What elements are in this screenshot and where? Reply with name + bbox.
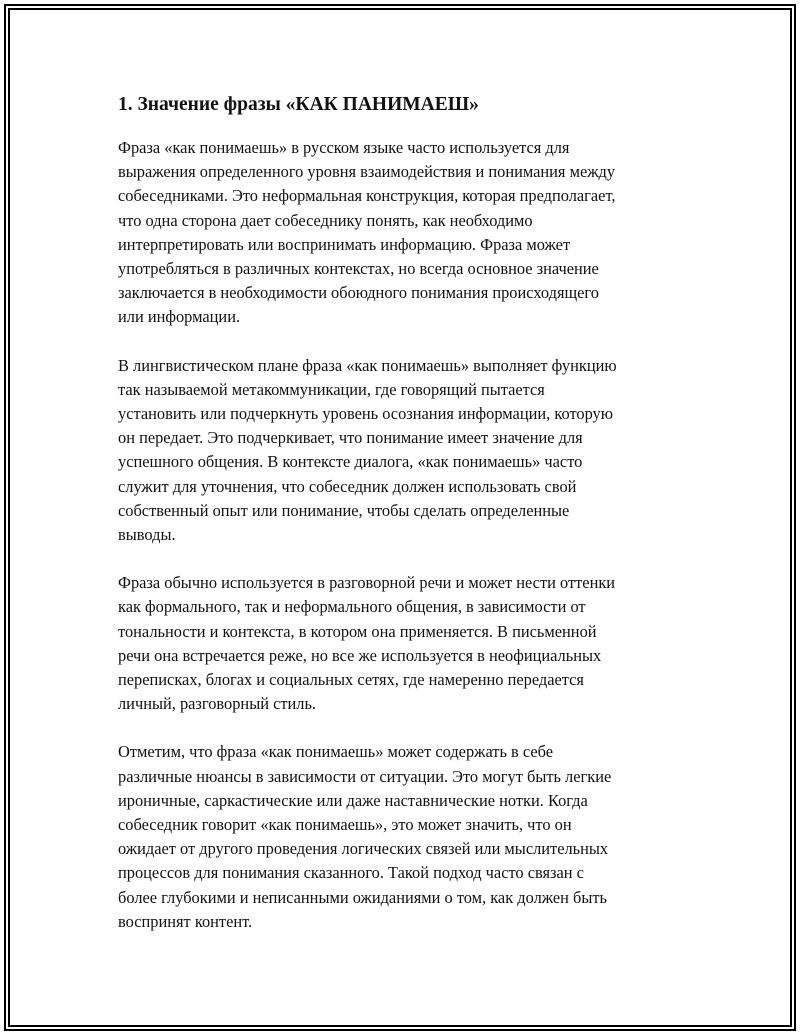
paragraph-4 <box>118 740 708 934</box>
text-line: интерпретировать или воспринимать информацию. Фраза может <box>118 234 571 254</box>
text-line: ироничные, саркастические или даже наставнические нотки. Когда <box>118 790 588 810</box>
text-line: различные нюансы в зависимости от ситуации. Это могут быть легкие <box>118 766 612 786</box>
text-line: В лингвистическом плане фраза «как понимаешь» выполняет функцию <box>118 355 617 375</box>
text-line: успешного общения. В контексте диалога, «как понимаешь» часто <box>118 452 583 472</box>
text-line: как формального, так и неформального общения, в зависимости от <box>118 597 586 617</box>
text-line: или информации. <box>118 307 241 327</box>
section-heading: 1. Значение фразы «КАК ПАНИМАЕШ» <box>118 94 479 115</box>
text-line: выражения определенного уровня взаимодействия и понимания между <box>118 162 616 182</box>
text-line: воспринят контент. <box>118 911 253 931</box>
text-line: заключается в необходимости обоюдного понимания происходящего <box>118 283 599 303</box>
text-line: собеседник говорит «как понимаешь», это может значить, что он <box>118 815 572 835</box>
text-line: процессов для понимания сказанного. Такой подход часто связан с <box>118 863 584 883</box>
text-line: личный, разговорный стиль. <box>118 694 317 714</box>
text-line: служит для уточнения, что собеседник должен использовать свой <box>118 476 577 496</box>
paragraph-3 <box>118 571 708 716</box>
text-line: более глубокими и неписанными ожиданиями о том, как должен быть <box>118 887 608 907</box>
text-line: употребляться в различных контекстах, но всегда основное значение <box>118 259 599 279</box>
text-line: установить или подчеркнуть уровень осознания информации, которую <box>118 404 613 424</box>
paragraph-2 <box>118 354 708 548</box>
text-line: Фраза обычно используется в разговорной речи и может нести оттенки <box>118 573 616 593</box>
text-line: переписках, блогах и социальных сетях, где намеренно передается <box>118 670 584 690</box>
text-line: собственный опыт или понимание, чтобы сделать определенные <box>118 500 570 520</box>
text-line: речи она встречается реже, но все же используется в неофициальных <box>118 645 602 665</box>
text-line: тональности и контекста, в котором она применяется. В письменной <box>118 621 597 641</box>
text-line: собеседниками. Это неформальная конструкция, которая предполагает, <box>118 186 616 206</box>
text-line: Отметим, что фраза «как понимаешь» может содержать в себе <box>118 742 554 762</box>
paragraph-1 <box>118 136 708 330</box>
text-line: так называемой метакоммуникации, где говорящий пытается <box>118 379 545 399</box>
text-line: ожидает от другого проведения логических связей или мыслительных <box>118 839 609 859</box>
text-line: он передает. Это подчеркивает, что понимание имеет значение для <box>118 428 583 448</box>
document-body <box>118 90 708 958</box>
text-line: что одна сторона дает собеседнику понять, как необходимо <box>118 210 533 230</box>
text-line: Фраза «как понимаешь» в русском языке часто используется для <box>118 138 570 157</box>
text-line: выводы. <box>118 525 176 545</box>
